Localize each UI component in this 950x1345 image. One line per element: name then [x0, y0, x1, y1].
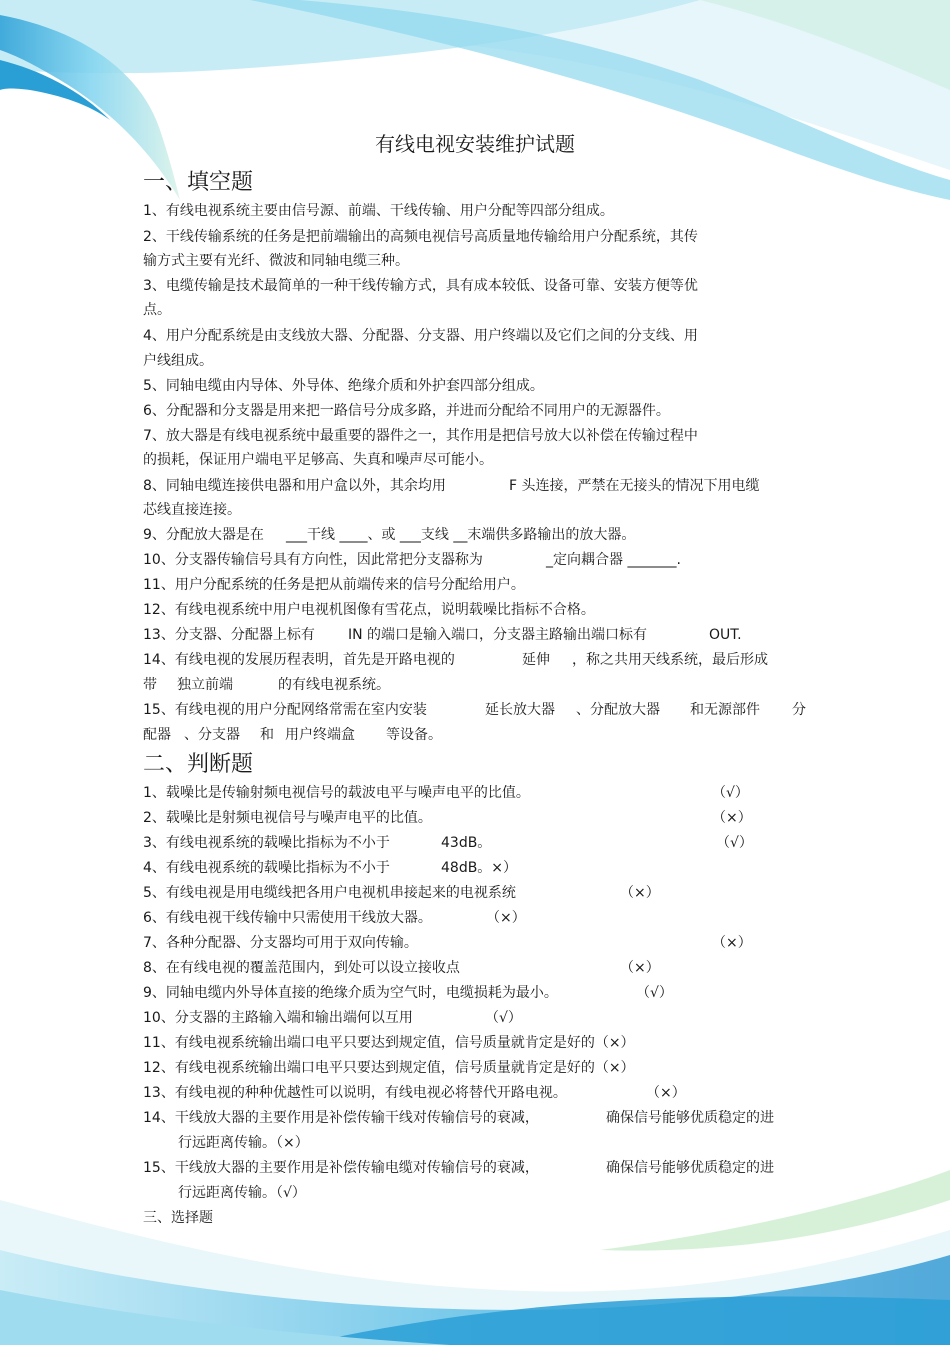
question-fill-7-cont: 的损耗，保证用户端电平足够高、失真和噪声尽可能小。	[143, 452, 493, 468]
question-tf-13: 13、有线电视的种种优越性可以说明，有线电视必将替代开路电视。 （×）	[143, 1085, 686, 1101]
question-fill-2-cont: 输方式主要有光纤、微波和同轴电缆三种。	[143, 253, 409, 269]
question-fill-8-cont: 芯线直接连接。	[143, 502, 241, 518]
question-tf-14-cont: 行远距离传输。（×）	[178, 1135, 309, 1151]
question-fill-8: 8、同轴电缆连接供电器和用户盒以外，其余均用 F 头连接，严禁在无接头的情况下用电缆	[143, 478, 760, 494]
answer-mark: （√）	[712, 785, 749, 801]
answer-mark: （√）	[636, 985, 673, 1001]
question-fill-11: 11、用户分配系统的任务是把从前端传来的信号分配给用户。	[143, 577, 525, 593]
question-fill-1: 1、有线电视系统主要由信号源、前端、干线传输、用户分配等四部分组成。	[143, 203, 614, 219]
question-fill-5: 5、同轴电缆由内导体、外导体、绝缘介质和外护套四部分组成。	[143, 378, 544, 394]
answer-mark: （×）	[486, 910, 526, 926]
question-fill-4-cont: 户线组成。	[143, 353, 213, 369]
question-fill-4: 4、用户分配系统是由支线放大器、分配器、分支器、用户终端以及它们之间的分支线、用	[143, 328, 698, 344]
question-tf-10: 10、分支器的主路输入端和输出端何以互用 （√）	[143, 1010, 522, 1026]
question-tf-2: 2、载噪比是射频电视信号与噪声电平的比值。 （×）	[143, 810, 752, 826]
section-heading-multiple-choice: 三、选择题	[143, 1210, 213, 1226]
question-tf-14: 14、干线放大器的主要作用是补偿传输干线对传输信号的衰减， 确保信号能够优质稳定的进	[143, 1110, 774, 1126]
question-tf-6: 6、有线电视干线传输中只需使用干线放大器。 （×）	[143, 910, 526, 926]
question-tf-1: 1、载噪比是传输射频电视信号的载波电平与噪声电平的比值。 （√）	[143, 785, 749, 801]
question-fill-14: 14、有线电视的发展历程表明，首先是开路电视的 延伸 ，称之共用天线系统，最后形成	[143, 652, 768, 668]
question-fill-13: 13、分支器、分配器上标有 IN 的端口是输入端口，分支器主路输出端口标有 OUT.	[143, 627, 742, 643]
question-tf-5: 5、有线电视是用电缆线把各用户电视机串接起来的电视系统 （×）	[143, 885, 660, 901]
question-fill-2: 2、干线传输系统的任务是把前端输出的高频电视信号高质量地传输给用户分配系统，其传	[143, 229, 698, 245]
question-tf-7: 7、各种分配器、分支器均可用于双向传输。 （×）	[143, 935, 752, 951]
answer-mark: （√）	[716, 835, 753, 851]
answer-mark: （×）	[712, 935, 752, 951]
question-tf-8: 8、在有线电视的覆盖范围内，到处可以设立接收点 （×）	[143, 960, 660, 976]
question-tf-9: 9、同轴电缆内外导体直接的绝缘介质为空气时，电缆损耗为最小。 （√）	[143, 985, 673, 1001]
question-tf-4: 4、有线电视系统的载噪比指标为不小于 48dB。×）	[143, 860, 518, 876]
answer-mark: （×）	[620, 960, 660, 976]
question-tf-3: 3、有线电视系统的载噪比指标为不小于 43dB。 （√）	[143, 835, 753, 851]
answer-mark: （×）	[712, 810, 752, 826]
question-tf-15-cont: 行远距离传输。（√）	[178, 1185, 306, 1201]
question-fill-14-cont: 带 独立前端 的有线电视系统。	[143, 677, 390, 693]
question-fill-10: 10、分支器传输信号具有方向性，因此常把分支器称为 _定向耦合器 _______.	[143, 552, 681, 568]
section-heading-true-false: 二、判断题	[143, 752, 254, 777]
question-fill-7: 7、放大器是有线电视系统中最重要的器件之一，其作用是把信号放大以补偿在传输过程中	[143, 428, 698, 444]
question-tf-15: 15、干线放大器的主要作用是补偿传输电缆对传输信号的衰减， 确保信号能够优质稳定的进	[143, 1160, 774, 1176]
question-fill-9: 9、分配放大器是在 ___干线 ____、或 ___支线 __末端供多路输出的放大器。	[143, 527, 636, 543]
question-fill-12: 12、有线电视系统中用户电视机图像有雪花点，说明载噪比指标不合格。	[143, 602, 595, 618]
answer-mark: （×）	[646, 1085, 686, 1101]
question-fill-3: 3、电缆传输是技术最简单的一种干线传输方式，具有成本较低、设备可靠、安装方便等优	[143, 278, 698, 294]
page-title: 有线电视安装维护试题	[375, 132, 575, 156]
question-fill-15: 15、有线电视的用户分配网络常需在室内安装 延长放大器 、分配放大器 和无源部件 分	[143, 702, 806, 718]
question-tf-12: 12、有线电视系统输出端口电平只要达到规定值，信号质量就肯定是好的（×）	[143, 1060, 635, 1076]
question-fill-15-cont: 配器 、分支器 和 用户终端盒 等设备。	[143, 727, 442, 743]
answer-mark: （×）	[620, 885, 660, 901]
answer-mark: （√）	[485, 1010, 522, 1026]
question-fill-6: 6、分配器和分支器是用来把一路信号分成多路，并进而分配给不同用户的无源器件。	[143, 403, 670, 419]
question-tf-11: 11、有线电视系统输出端口电平只要达到规定值，信号质量就肯定是好的（×）	[143, 1035, 635, 1051]
section-heading-fill-in: 一、填空题	[143, 170, 254, 195]
question-fill-3-cont: 点。	[143, 302, 171, 318]
